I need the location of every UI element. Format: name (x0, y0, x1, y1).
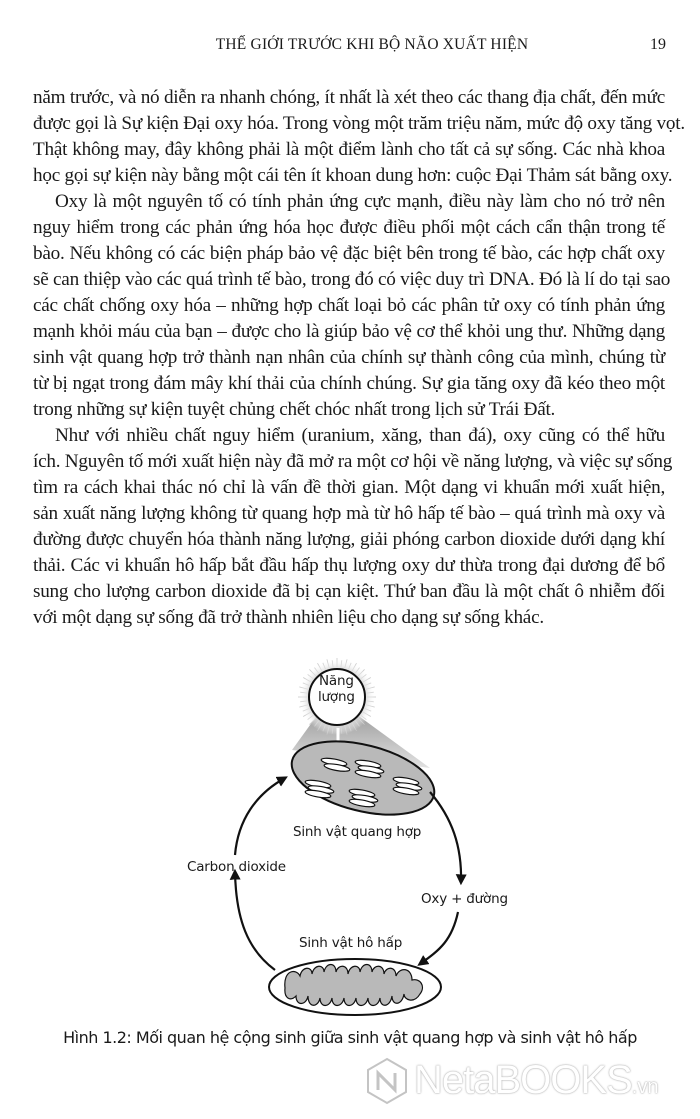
paragraph (33, 85, 685, 189)
text-line: với một dạng sự sống đã trở thành nhiên liệu cho dạng sự sống khác. (33, 607, 544, 628)
energy-label-line1: Năng (319, 673, 354, 689)
mitochondrion-icon (269, 959, 441, 1015)
arrow-photo-to-oxygen (430, 792, 461, 882)
text-line: mạnh khỏi máu của bạn – được cho là giúp bảo vệ cơ thể khỏi ung thư. Những dạng (33, 321, 665, 342)
text-line: ích. Nguyên tố mới xuất hiện này đã mở ra một cơ hội về năng lượng, và việc sự sống (33, 451, 673, 472)
paragraph (33, 189, 671, 423)
page-number: 19 (650, 36, 666, 53)
arrow-co2-to-photo (235, 778, 285, 855)
text-line: Oxy là một nguyên tố có tính phản ứng cực mạnh, điều này làm cho nó trở nên (55, 191, 665, 212)
text-line: trong những sự kiện tuyệt chủng chết chóc nhất trong lịch sử Trái Đất. (33, 399, 556, 420)
text-line: sung cho lượng carbon dioxide đã bị cạn kiệt. Thứ ban đầu là một chất ô nhiễm đối (33, 581, 665, 602)
carbon-dioxide-label: Carbon dioxide (187, 859, 286, 875)
watermark-suffix: .vn (631, 1076, 659, 1098)
watermark-text (414, 1058, 658, 1103)
text-line: bào. Nếu không có các biện pháp bảo vệ đặc biệt bên trong tế bào, các hợp chất oxy (33, 243, 665, 264)
text-line: đường được chuyển hóa thành năng lượng, giải phóng carbon dioxide dưới dạng khí (33, 529, 665, 550)
watermark-brand: NetaBOOKS (414, 1058, 632, 1102)
figure-caption: Hình 1.2: Mối quan hệ cộng sinh giữa sinh vật quang hợp và sinh vật hô hấp (63, 1028, 637, 1047)
text-line: từ bị ngạt trong đám mây khí thải của chính chúng. Sự gia tăng oxy đã kéo theo một (33, 373, 665, 394)
text-line: sản xuất năng lượng không từ quang hợp mà từ hô hấp tế bào – quá trình mà oxy và (33, 503, 665, 524)
body-text (33, 85, 685, 631)
text-line: được gọi là Sự kiện Đại oxy hóa. Trong vòng một trăm triệu năm, mức độ oxy tăng vọt. (33, 113, 685, 134)
text-line: sinh vật quang hợp trở thành nạn nhân của chính sự thành công của mình, chúng từ (33, 347, 665, 368)
oxygen-sugar-label: Oxy + đường (421, 891, 508, 907)
text-line: học gọi sự kiện này bằng một cái tên ít khoan dung hơn: cuộc Đại Thảm sát bằng oxy. (33, 165, 673, 186)
figure-symbiosis-diagram (0, 650, 700, 1020)
text-line: các chất chống oxy hóa – những hợp chất loại bỏ các phân tử oxy có tính phản ứng (33, 295, 665, 316)
paragraph (33, 423, 673, 631)
netabooks-logo-icon (362, 1056, 412, 1106)
running-head (0, 33, 700, 57)
text-line: sẽ can thiệp vào các quá trình tế bào, trong đó có việc duy trì DNA. Đó là lí do tại sao (33, 269, 671, 290)
photosynthesizer-label: Sinh vật quang hợp (293, 824, 422, 840)
respirer-label: Sinh vật hô hấp (299, 935, 403, 951)
text-line: Thật không may, đây không phải là một điểm lành cho tất cả sự sống. Các nhà khoa (33, 139, 665, 160)
text-line: tìm ra cách khai thác nó chỉ là vấn đề thời gian. Một dạng vi khuẩn mới xuất hiện, (33, 477, 665, 498)
running-title: THẾ GIỚI TRƯỚC KHI BỘ NÃO XUẤT HIỆN (215, 36, 529, 53)
energy-label-line2: lượng (318, 689, 355, 705)
arrow-oxygen-to-respirer (420, 912, 458, 964)
arrow-respirer-to-co2 (235, 872, 275, 970)
text-line: thải. Các vi khuẩn hô hấp bắt đầu hấp thụ lượng oxy dư thừa trong đại dương để bổ (33, 555, 665, 576)
text-line: nguy hiểm trong các phản ứng hóa học được điều phối một cách cẩn thận trong tế (33, 217, 665, 238)
text-line: Như với nhiều chất nguy hiểm (uranium, xăng, than đá), oxy cũng có thể hữu (55, 425, 665, 446)
text-line: năm trước, và nó diễn ra nhanh chóng, ít nhất là xét theo các thang địa chất, đến mức (33, 87, 665, 108)
watermark (362, 1056, 692, 1106)
